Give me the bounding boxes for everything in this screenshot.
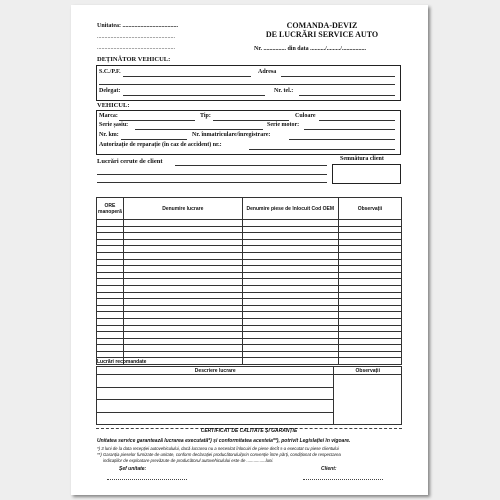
table-cell[interactable] [338,285,401,292]
table-row [97,325,402,332]
table-cell[interactable] [338,279,401,286]
form-title-line2: DE LUCRĂRI SERVICE AUTO [265,30,379,39]
nr-inmatriculare-field[interactable] [289,139,395,140]
table-cell[interactable] [338,318,401,325]
adresa-label: Adresa [258,69,277,75]
table-cell[interactable] [242,292,338,299]
nr-km-field[interactable] [121,139,187,140]
serie-sasiu-field[interactable] [135,129,263,130]
col-ore: ORE manoperă [97,198,124,220]
table-cell[interactable] [242,332,338,339]
form-sheet [71,5,428,495]
table-row [97,351,402,358]
works-table [96,197,402,365]
detinator-heading: DEȚINĂTOR VEHICUL: [97,56,171,63]
certificat-statement: Unitatea service garantează lucrarea executată*) și conformitatea acesteia**), potrivit Legislației în vigoare. [97,438,351,444]
certificat-note-2: **) Garanția pieselor furnizate de unitate, conform declarației producătorului/prin convenție între părți, condiționat de respectarea [97,452,341,457]
table-cell[interactable] [338,351,401,358]
table-cell[interactable] [242,272,338,279]
table-cell[interactable] [123,345,242,352]
autorizatie-label: Autorizație de reparație (în caz de accident) nr.: [99,142,222,148]
certificat-note-1: *) 3 luni de la data recepției autovehiculului, dacă lucrarea nu a necesitat înlocuiri de piese decît s-a executat cu piese clientului [97,446,339,451]
table-cell[interactable] [338,358,401,365]
table-cell[interactable] [242,259,338,266]
tel-label: Nr. tel.: [274,88,294,94]
table-cell[interactable] [338,332,401,339]
table-cell[interactable] [242,345,338,352]
table-cell[interactable] [123,299,242,306]
lucrari-cerute-label: Lucrări cerute de client [97,158,163,165]
table-cell[interactable] [97,305,124,312]
table-cell[interactable] [123,338,242,345]
table-cell[interactable] [97,279,124,286]
table-row [97,318,402,325]
table-cell[interactable] [242,351,338,358]
table-row [97,292,402,299]
table-cell[interactable] [123,325,242,332]
form-title-line1: COMANDA-DEVIZ [286,21,358,30]
table-cell[interactable] [97,351,124,358]
certificat-note-3: indicațiilor de exploatare prevăzute de producătorul autovehiculului este de ................luni. [103,458,274,463]
unitatea-label: Unitatea: ..................................... [97,23,178,29]
table-cell[interactable] [338,272,401,279]
table-cell[interactable] [338,233,401,240]
table-cell[interactable] [242,233,338,240]
adresa-field[interactable] [281,76,395,77]
table-cell[interactable] [123,312,242,319]
table-cell[interactable] [97,266,124,273]
table-cell[interactable] [338,239,401,246]
table-cell[interactable] [123,272,242,279]
table-cell[interactable] [123,285,242,292]
table-cell[interactable] [242,358,338,365]
table-cell[interactable] [338,226,401,233]
table-cell[interactable] [242,220,338,227]
serie-motor-label: Serie motor: [267,122,300,128]
table-cell[interactable] [97,285,124,292]
table-row [97,259,402,266]
table-cell[interactable] [123,252,242,259]
table-cell[interactable] [338,305,401,312]
table-row [97,338,402,345]
table-cell[interactable] [242,266,338,273]
table-row [97,233,402,240]
table-cell[interactable] [97,233,124,240]
nr-km-label: Nr. km: [99,132,119,138]
table-cell[interactable] [242,325,338,332]
tip-label: Tip: [200,113,211,119]
delegat-field[interactable] [123,95,265,96]
table-cell[interactable] [97,325,124,332]
rec-col-descriere: Descriere lucrare [97,367,334,375]
table-cell[interactable] [123,226,242,233]
table-cell[interactable] [123,318,242,325]
table-cell[interactable] [97,220,124,227]
table-cell[interactable] [97,412,334,425]
nr-inmatriculare-label: Nr. înmatriculare/înregistrare: [192,132,271,138]
serie-sasiu-label: Serie șasiu: [99,122,129,128]
sc-pf-field[interactable] [123,76,251,77]
marca-label: Marca: [99,113,118,119]
table-cell[interactable] [97,338,124,345]
table-cell[interactable] [123,239,242,246]
table-cell[interactable] [338,266,401,273]
sef-unitate-signature-line[interactable] [107,479,187,480]
table-row [97,375,402,388]
table-cell[interactable] [123,246,242,253]
table-cell[interactable] [97,318,124,325]
certificat-title: CERTIFICAT DE CALITATE ȘI GARANȚIE [200,428,298,434]
sef-unitate-label: Șef unitate: [119,466,147,472]
lucrari-cerute-field-3[interactable] [97,182,327,183]
table-row [97,279,402,286]
lucrari-cerute-field-2[interactable] [97,174,327,175]
table-cell[interactable] [123,332,242,339]
delegat-label: Delegat: [99,88,121,94]
table-cell[interactable] [338,325,401,332]
table-cell[interactable] [242,279,338,286]
table-cell[interactable] [338,220,401,227]
table-cell[interactable] [338,292,401,299]
adresa-field-2[interactable] [99,84,395,85]
table-cell[interactable] [123,220,242,227]
table-cell[interactable] [338,252,401,259]
table-row [97,226,402,233]
table-cell[interactable] [242,299,338,306]
table-cell[interactable] [97,387,334,400]
table-cell[interactable] [242,312,338,319]
culoare-field[interactable] [319,120,395,121]
table-row [97,332,402,339]
culoare-label: Culoare [295,113,316,119]
table-cell[interactable] [338,312,401,319]
table-cell[interactable] [338,299,401,306]
table-cell[interactable] [338,338,401,345]
table-row [97,220,402,227]
table-cell[interactable] [97,375,334,388]
vehicul-heading: VEHICUL: [97,102,130,109]
unitatea-dots-3: .................................................... [97,45,175,51]
semnatura-client-box[interactable] [332,164,401,184]
table-cell[interactable] [97,312,124,319]
table-cell[interactable] [123,233,242,240]
table-cell[interactable] [97,239,124,246]
table-cell[interactable] [242,239,338,246]
table-cell[interactable] [242,285,338,292]
table-cell[interactable] [338,246,401,253]
table-row [97,299,402,306]
table-cell[interactable] [242,318,338,325]
tip-field[interactable] [213,120,289,121]
table-cell[interactable] [242,226,338,233]
table-row [97,285,402,292]
table-cell[interactable] [123,279,242,286]
table-cell[interactable] [123,292,242,299]
table-row [97,345,402,352]
table-cell[interactable] [97,252,124,259]
semnatura-client-label: Semnătura client [340,156,384,162]
table-cell[interactable] [242,246,338,253]
table-cell[interactable] [97,299,124,306]
table-cell[interactable] [334,375,402,425]
table-row [97,305,402,312]
rec-col-observatii: Observații [334,367,402,375]
table-cell[interactable] [338,345,401,352]
serie-motor-field[interactable] [304,129,395,130]
sc-pf-label: S.C./P.F. [99,69,121,75]
table-row [97,246,402,253]
lucrari-recomandate-label: Lucrări recomandate [97,359,147,365]
table-cell[interactable] [97,246,124,253]
table-cell[interactable] [242,338,338,345]
table-row [97,252,402,259]
order-number-date: Nr. ............... din data ........../........./................ [254,46,366,52]
table-row [97,266,402,273]
client-signature-label: Client: [321,466,337,472]
table-cell[interactable] [242,305,338,312]
table-cell[interactable] [242,252,338,259]
table-row [97,272,402,279]
unitatea-dots-2: .................................................... [97,34,175,40]
table-cell[interactable] [97,272,124,279]
table-cell[interactable] [97,259,124,266]
table-cell[interactable] [97,400,334,413]
table-cell[interactable] [97,332,124,339]
tel-field[interactable] [299,95,395,96]
table-cell[interactable] [97,226,124,233]
table-cell[interactable] [97,292,124,299]
table-cell[interactable] [123,259,242,266]
table-cell[interactable] [338,259,401,266]
table-cell[interactable] [123,266,242,273]
col-denumire-lucrare: Denumire lucrare [123,198,242,220]
table-cell[interactable] [97,345,124,352]
table-cell[interactable] [123,305,242,312]
table-cell[interactable] [123,351,242,358]
autorizatie-field[interactable] [249,149,395,150]
marca-field[interactable] [119,120,195,121]
table-row [97,239,402,246]
col-observatii: Observații [338,198,401,220]
table-row [97,312,402,319]
client-signature-line[interactable] [303,479,383,480]
recommended-table [96,366,402,425]
col-piese-oem: Denumire piese de înlocuit Cod OEM [242,198,338,220]
lucrari-cerute-field-1[interactable] [175,165,327,166]
